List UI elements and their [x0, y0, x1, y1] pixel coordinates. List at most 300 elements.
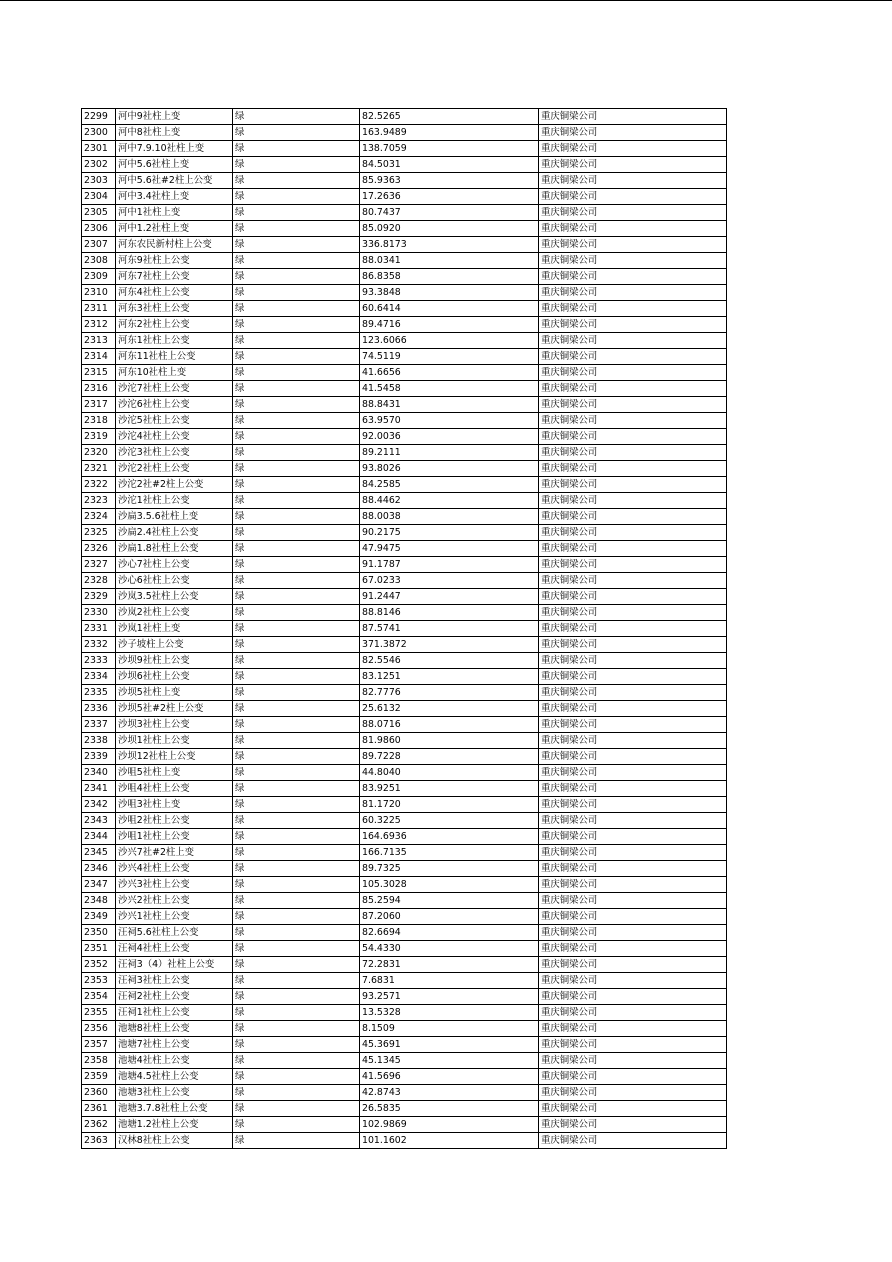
station-name-cell: 沙坝9社柱上公变 [116, 653, 233, 669]
company-cell: 重庆铜梁公司 [539, 621, 727, 637]
value-cell: 90.2175 [360, 525, 539, 541]
status-color-cell: 绿 [233, 205, 360, 221]
table-row [82, 157, 727, 173]
station-name-cell: 池塘8社柱上公变 [116, 1021, 233, 1037]
row-id-cell: 2314 [82, 349, 116, 365]
value-cell: 88.8146 [360, 605, 539, 621]
row-id-cell: 2316 [82, 381, 116, 397]
row-id-cell: 2362 [82, 1117, 116, 1133]
station-name-cell: 池塘4.5社柱上公变 [116, 1069, 233, 1085]
company-cell: 重庆铜梁公司 [539, 637, 727, 653]
status-color-cell: 绿 [233, 797, 360, 813]
value-cell: 91.2447 [360, 589, 539, 605]
station-name-cell: 沙坝3社柱上公变 [116, 717, 233, 733]
station-name-cell: 河东4社柱上公变 [116, 285, 233, 301]
table-row [82, 557, 727, 573]
status-color-cell: 绿 [233, 445, 360, 461]
row-id-cell: 2358 [82, 1053, 116, 1069]
company-cell: 重庆铜梁公司 [539, 765, 727, 781]
station-name-cell: 沙心7社柱上公变 [116, 557, 233, 573]
station-name-cell: 池塘7社柱上公变 [116, 1037, 233, 1053]
company-cell: 重庆铜梁公司 [539, 989, 727, 1005]
company-cell: 重庆铜梁公司 [539, 701, 727, 717]
value-cell: 102.9869 [360, 1117, 539, 1133]
status-color-cell: 绿 [233, 157, 360, 173]
table-row [82, 685, 727, 701]
row-id-cell: 2302 [82, 157, 116, 173]
row-id-cell: 2342 [82, 797, 116, 813]
status-color-cell: 绿 [233, 765, 360, 781]
status-color-cell: 绿 [233, 109, 360, 125]
company-cell: 重庆铜梁公司 [539, 461, 727, 477]
row-id-cell: 2360 [82, 1085, 116, 1101]
row-id-cell: 2357 [82, 1037, 116, 1053]
value-cell: 41.5696 [360, 1069, 539, 1085]
status-color-cell: 绿 [233, 829, 360, 845]
value-cell: 93.8026 [360, 461, 539, 477]
table-row [82, 701, 727, 717]
status-color-cell: 绿 [233, 141, 360, 157]
value-cell: 105.3028 [360, 877, 539, 893]
status-color-cell: 绿 [233, 221, 360, 237]
row-id-cell: 2325 [82, 525, 116, 541]
company-cell: 重庆铜梁公司 [539, 429, 727, 445]
station-name-cell: 沙心6社柱上公变 [116, 573, 233, 589]
row-id-cell: 2337 [82, 717, 116, 733]
row-id-cell: 2338 [82, 733, 116, 749]
value-cell: 60.6414 [360, 301, 539, 317]
station-name-cell: 沙沱5社柱上公变 [116, 413, 233, 429]
station-name-cell: 沙坝12社柱上公变 [116, 749, 233, 765]
status-color-cell: 绿 [233, 941, 360, 957]
value-cell: 83.9251 [360, 781, 539, 797]
table-body [82, 109, 727, 1149]
company-cell: 重庆铜梁公司 [539, 749, 727, 765]
row-id-cell: 2310 [82, 285, 116, 301]
value-cell: 17.2636 [360, 189, 539, 205]
row-id-cell: 2311 [82, 301, 116, 317]
status-color-cell: 绿 [233, 813, 360, 829]
status-color-cell: 绿 [233, 1085, 360, 1101]
table-row [82, 141, 727, 157]
status-color-cell: 绿 [233, 493, 360, 509]
company-cell: 重庆铜梁公司 [539, 173, 727, 189]
table-row [82, 589, 727, 605]
station-name-cell: 沙兴2社柱上公变 [116, 893, 233, 909]
value-cell: 89.2111 [360, 445, 539, 461]
table-row [82, 669, 727, 685]
station-name-cell: 河中5.6社#2柱上公变 [116, 173, 233, 189]
company-cell: 重庆铜梁公司 [539, 1069, 727, 1085]
station-name-cell: 沙坝5社#2柱上公变 [116, 701, 233, 717]
value-cell: 41.5458 [360, 381, 539, 397]
station-name-cell: 沙岚3.5社柱上公变 [116, 589, 233, 605]
value-cell: 336.8173 [360, 237, 539, 253]
company-cell: 重庆铜梁公司 [539, 541, 727, 557]
table-row [82, 989, 727, 1005]
table-row [82, 765, 727, 781]
company-cell: 重庆铜梁公司 [539, 125, 727, 141]
row-id-cell: 2329 [82, 589, 116, 605]
value-cell: 81.9860 [360, 733, 539, 749]
status-color-cell: 绿 [233, 717, 360, 733]
table-row [82, 285, 727, 301]
table-row [82, 365, 727, 381]
table-row [82, 317, 727, 333]
station-name-cell: 沙坝5社柱上变 [116, 685, 233, 701]
status-color-cell: 绿 [233, 397, 360, 413]
company-cell: 重庆铜梁公司 [539, 317, 727, 333]
station-name-cell: 汉林8社柱上公变 [116, 1133, 233, 1149]
value-cell: 87.5741 [360, 621, 539, 637]
row-id-cell: 2361 [82, 1101, 116, 1117]
status-color-cell: 绿 [233, 253, 360, 269]
station-name-cell: 河中7.9.10社柱上变 [116, 141, 233, 157]
station-name-cell: 河东2社柱上公变 [116, 317, 233, 333]
table-row [82, 1037, 727, 1053]
row-id-cell: 2343 [82, 813, 116, 829]
table-row [82, 1005, 727, 1021]
row-id-cell: 2301 [82, 141, 116, 157]
row-id-cell: 2333 [82, 653, 116, 669]
company-cell: 重庆铜梁公司 [539, 221, 727, 237]
table-row [82, 829, 727, 845]
status-color-cell: 绿 [233, 605, 360, 621]
company-cell: 重庆铜梁公司 [539, 525, 727, 541]
status-color-cell: 绿 [233, 925, 360, 941]
value-cell: 41.6656 [360, 365, 539, 381]
status-color-cell: 绿 [233, 733, 360, 749]
table-row [82, 525, 727, 541]
table-row [82, 461, 727, 477]
table-row [82, 733, 727, 749]
value-cell: 72.2831 [360, 957, 539, 973]
status-color-cell: 绿 [233, 973, 360, 989]
value-cell: 86.8358 [360, 269, 539, 285]
station-name-cell: 沙扁2.4社柱上公变 [116, 525, 233, 541]
company-cell: 重庆铜梁公司 [539, 237, 727, 253]
status-color-cell: 绿 [233, 749, 360, 765]
status-color-cell: 绿 [233, 1021, 360, 1037]
status-color-cell: 绿 [233, 701, 360, 717]
station-name-cell: 河东农民新村柱上公变 [116, 237, 233, 253]
station-name-cell: 河中1.2社柱上变 [116, 221, 233, 237]
company-cell: 重庆铜梁公司 [539, 589, 727, 605]
table-row [82, 221, 727, 237]
table-row [82, 941, 727, 957]
table-row [82, 797, 727, 813]
table-row [82, 429, 727, 445]
company-cell: 重庆铜梁公司 [539, 285, 727, 301]
status-color-cell: 绿 [233, 317, 360, 333]
value-cell: 87.2060 [360, 909, 539, 925]
company-cell: 重庆铜梁公司 [539, 205, 727, 221]
table-row [82, 493, 727, 509]
value-cell: 166.7135 [360, 845, 539, 861]
station-name-cell: 汪祠3（4）社柱上公变 [116, 957, 233, 973]
company-cell: 重庆铜梁公司 [539, 845, 727, 861]
table-row [82, 1117, 727, 1133]
row-id-cell: 2299 [82, 109, 116, 125]
company-cell: 重庆铜梁公司 [539, 269, 727, 285]
row-id-cell: 2306 [82, 221, 116, 237]
station-name-cell: 沙沱4社柱上公变 [116, 429, 233, 445]
status-color-cell: 绿 [233, 557, 360, 573]
company-cell: 重庆铜梁公司 [539, 509, 727, 525]
value-cell: 7.6831 [360, 973, 539, 989]
company-cell: 重庆铜梁公司 [539, 957, 727, 973]
station-name-cell: 沙沱6社柱上公变 [116, 397, 233, 413]
station-name-cell: 池塘1.2社柱上公变 [116, 1117, 233, 1133]
row-id-cell: 2305 [82, 205, 116, 221]
station-name-cell: 河中3.4社柱上变 [116, 189, 233, 205]
status-color-cell: 绿 [233, 893, 360, 909]
status-color-cell: 绿 [233, 1037, 360, 1053]
row-id-cell: 2334 [82, 669, 116, 685]
status-color-cell: 绿 [233, 413, 360, 429]
value-cell: 80.7437 [360, 205, 539, 221]
company-cell: 重庆铜梁公司 [539, 477, 727, 493]
status-color-cell: 绿 [233, 333, 360, 349]
value-cell: 93.2571 [360, 989, 539, 1005]
value-cell: 89.7228 [360, 749, 539, 765]
table-row [82, 1085, 727, 1101]
station-name-cell: 沙兴1社柱上公变 [116, 909, 233, 925]
row-id-cell: 2322 [82, 477, 116, 493]
table-row [82, 861, 727, 877]
station-name-cell: 沙沱2社#2柱上公变 [116, 477, 233, 493]
table-row [82, 621, 727, 637]
row-id-cell: 2330 [82, 605, 116, 621]
status-color-cell: 绿 [233, 1005, 360, 1021]
table-row [82, 957, 727, 973]
row-id-cell: 2332 [82, 637, 116, 653]
value-cell: 54.4330 [360, 941, 539, 957]
table-row [82, 189, 727, 205]
table-row [82, 109, 727, 125]
company-cell: 重庆铜梁公司 [539, 1133, 727, 1149]
company-cell: 重庆铜梁公司 [539, 669, 727, 685]
row-id-cell: 2339 [82, 749, 116, 765]
row-id-cell: 2331 [82, 621, 116, 637]
value-cell: 85.0920 [360, 221, 539, 237]
table-row [82, 413, 727, 429]
value-cell: 88.8431 [360, 397, 539, 413]
company-cell: 重庆铜梁公司 [539, 973, 727, 989]
table-row [82, 845, 727, 861]
value-cell: 84.5031 [360, 157, 539, 173]
company-cell: 重庆铜梁公司 [539, 877, 727, 893]
status-color-cell: 绿 [233, 957, 360, 973]
table-row [82, 749, 727, 765]
row-id-cell: 2323 [82, 493, 116, 509]
station-name-cell: 沙咀3社柱上变 [116, 797, 233, 813]
station-name-cell: 汪祠3社柱上公变 [116, 973, 233, 989]
station-name-cell: 沙扁1.8社柱上公变 [116, 541, 233, 557]
value-cell: 101.1602 [360, 1133, 539, 1149]
table-row [82, 445, 727, 461]
row-id-cell: 2308 [82, 253, 116, 269]
table-row [82, 1101, 727, 1117]
company-cell: 重庆铜梁公司 [539, 1021, 727, 1037]
company-cell: 重庆铜梁公司 [539, 1037, 727, 1053]
station-name-cell: 汪祠1社柱上公变 [116, 1005, 233, 1021]
station-name-cell: 沙岚2社柱上公变 [116, 605, 233, 621]
status-color-cell: 绿 [233, 125, 360, 141]
value-cell: 13.5328 [360, 1005, 539, 1021]
station-name-cell: 沙沱7社柱上公变 [116, 381, 233, 397]
table-row [82, 909, 727, 925]
status-color-cell: 绿 [233, 173, 360, 189]
value-cell: 81.1720 [360, 797, 539, 813]
station-name-cell: 河东7社柱上公变 [116, 269, 233, 285]
table-row [82, 173, 727, 189]
value-cell: 82.5265 [360, 109, 539, 125]
company-cell: 重庆铜梁公司 [539, 797, 727, 813]
row-id-cell: 2320 [82, 445, 116, 461]
status-color-cell: 绿 [233, 909, 360, 925]
company-cell: 重庆铜梁公司 [539, 381, 727, 397]
row-id-cell: 2353 [82, 973, 116, 989]
row-id-cell: 2354 [82, 989, 116, 1005]
row-id-cell: 2340 [82, 765, 116, 781]
station-name-cell: 汪祠2社柱上公变 [116, 989, 233, 1005]
station-name-cell: 沙咀5社柱上变 [116, 765, 233, 781]
row-id-cell: 2355 [82, 1005, 116, 1021]
station-name-cell: 沙兴7社#2柱上变 [116, 845, 233, 861]
row-id-cell: 2335 [82, 685, 116, 701]
company-cell: 重庆铜梁公司 [539, 109, 727, 125]
company-cell: 重庆铜梁公司 [539, 557, 727, 573]
company-cell: 重庆铜梁公司 [539, 141, 727, 157]
company-cell: 重庆铜梁公司 [539, 909, 727, 925]
station-name-cell: 沙子坡柱上公变 [116, 637, 233, 653]
station-name-cell: 沙咀4社柱上公变 [116, 781, 233, 797]
row-id-cell: 2324 [82, 509, 116, 525]
value-cell: 60.3225 [360, 813, 539, 829]
value-cell: 92.0036 [360, 429, 539, 445]
value-cell: 84.2585 [360, 477, 539, 493]
table-row [82, 605, 727, 621]
status-color-cell: 绿 [233, 877, 360, 893]
station-name-cell: 沙岚1社柱上变 [116, 621, 233, 637]
company-cell: 重庆铜梁公司 [539, 813, 727, 829]
row-id-cell: 2318 [82, 413, 116, 429]
company-cell: 重庆铜梁公司 [539, 189, 727, 205]
status-color-cell: 绿 [233, 653, 360, 669]
status-color-cell: 绿 [233, 477, 360, 493]
company-cell: 重庆铜梁公司 [539, 861, 727, 877]
table-row [82, 893, 727, 909]
company-cell: 重庆铜梁公司 [539, 1053, 727, 1069]
status-color-cell: 绿 [233, 237, 360, 253]
table-row [82, 973, 727, 989]
row-id-cell: 2312 [82, 317, 116, 333]
row-id-cell: 2363 [82, 1133, 116, 1149]
row-id-cell: 2336 [82, 701, 116, 717]
value-cell: 83.1251 [360, 669, 539, 685]
company-cell: 重庆铜梁公司 [539, 1085, 727, 1101]
row-id-cell: 2321 [82, 461, 116, 477]
value-cell: 89.4716 [360, 317, 539, 333]
value-cell: 45.1345 [360, 1053, 539, 1069]
company-cell: 重庆铜梁公司 [539, 733, 727, 749]
row-id-cell: 2345 [82, 845, 116, 861]
station-name-cell: 沙咀1社柱上公变 [116, 829, 233, 845]
station-name-cell: 河东1社柱上公变 [116, 333, 233, 349]
company-cell: 重庆铜梁公司 [539, 573, 727, 589]
value-cell: 91.1787 [360, 557, 539, 573]
table-row [82, 573, 727, 589]
company-cell: 重庆铜梁公司 [539, 717, 727, 733]
row-id-cell: 2319 [82, 429, 116, 445]
company-cell: 重庆铜梁公司 [539, 781, 727, 797]
status-color-cell: 绿 [233, 381, 360, 397]
status-color-cell: 绿 [233, 989, 360, 1005]
table-row [82, 205, 727, 221]
value-cell: 44.8040 [360, 765, 539, 781]
row-id-cell: 2349 [82, 909, 116, 925]
status-color-cell: 绿 [233, 1069, 360, 1085]
value-cell: 63.9570 [360, 413, 539, 429]
status-color-cell: 绿 [233, 685, 360, 701]
status-color-cell: 绿 [233, 525, 360, 541]
company-cell: 重庆铜梁公司 [539, 653, 727, 669]
transformer-table [81, 108, 727, 1149]
station-name-cell: 沙兴3社柱上公变 [116, 877, 233, 893]
value-cell: 88.4462 [360, 493, 539, 509]
table-row [82, 125, 727, 141]
value-cell: 82.5546 [360, 653, 539, 669]
company-cell: 重庆铜梁公司 [539, 333, 727, 349]
status-color-cell: 绿 [233, 365, 360, 381]
station-name-cell: 沙沱1社柱上公变 [116, 493, 233, 509]
station-name-cell: 沙坝6社柱上公变 [116, 669, 233, 685]
value-cell: 8.1509 [360, 1021, 539, 1037]
value-cell: 74.5119 [360, 349, 539, 365]
status-color-cell: 绿 [233, 845, 360, 861]
table-row [82, 301, 727, 317]
station-name-cell: 汪祠5.6社柱上公变 [116, 925, 233, 941]
value-cell: 89.7325 [360, 861, 539, 877]
status-color-cell: 绿 [233, 461, 360, 477]
table-row [82, 653, 727, 669]
status-color-cell: 绿 [233, 669, 360, 685]
company-cell: 重庆铜梁公司 [539, 253, 727, 269]
row-id-cell: 2346 [82, 861, 116, 877]
station-name-cell: 河东10社柱上变 [116, 365, 233, 381]
table-row [82, 397, 727, 413]
row-id-cell: 2303 [82, 173, 116, 189]
value-cell: 88.0038 [360, 509, 539, 525]
status-color-cell: 绿 [233, 861, 360, 877]
table-row [82, 253, 727, 269]
value-cell: 371.3872 [360, 637, 539, 653]
table-row [82, 813, 727, 829]
table-row [82, 477, 727, 493]
table-row [82, 541, 727, 557]
company-cell: 重庆铜梁公司 [539, 1005, 727, 1021]
table-row [82, 1133, 727, 1149]
row-id-cell: 2309 [82, 269, 116, 285]
station-name-cell: 河中8社柱上变 [116, 125, 233, 141]
company-cell: 重庆铜梁公司 [539, 1117, 727, 1133]
row-id-cell: 2351 [82, 941, 116, 957]
station-name-cell: 池塘4社柱上公变 [116, 1053, 233, 1069]
value-cell: 93.3848 [360, 285, 539, 301]
station-name-cell: 池塘3.7.8社柱上公变 [116, 1101, 233, 1117]
company-cell: 重庆铜梁公司 [539, 493, 727, 509]
